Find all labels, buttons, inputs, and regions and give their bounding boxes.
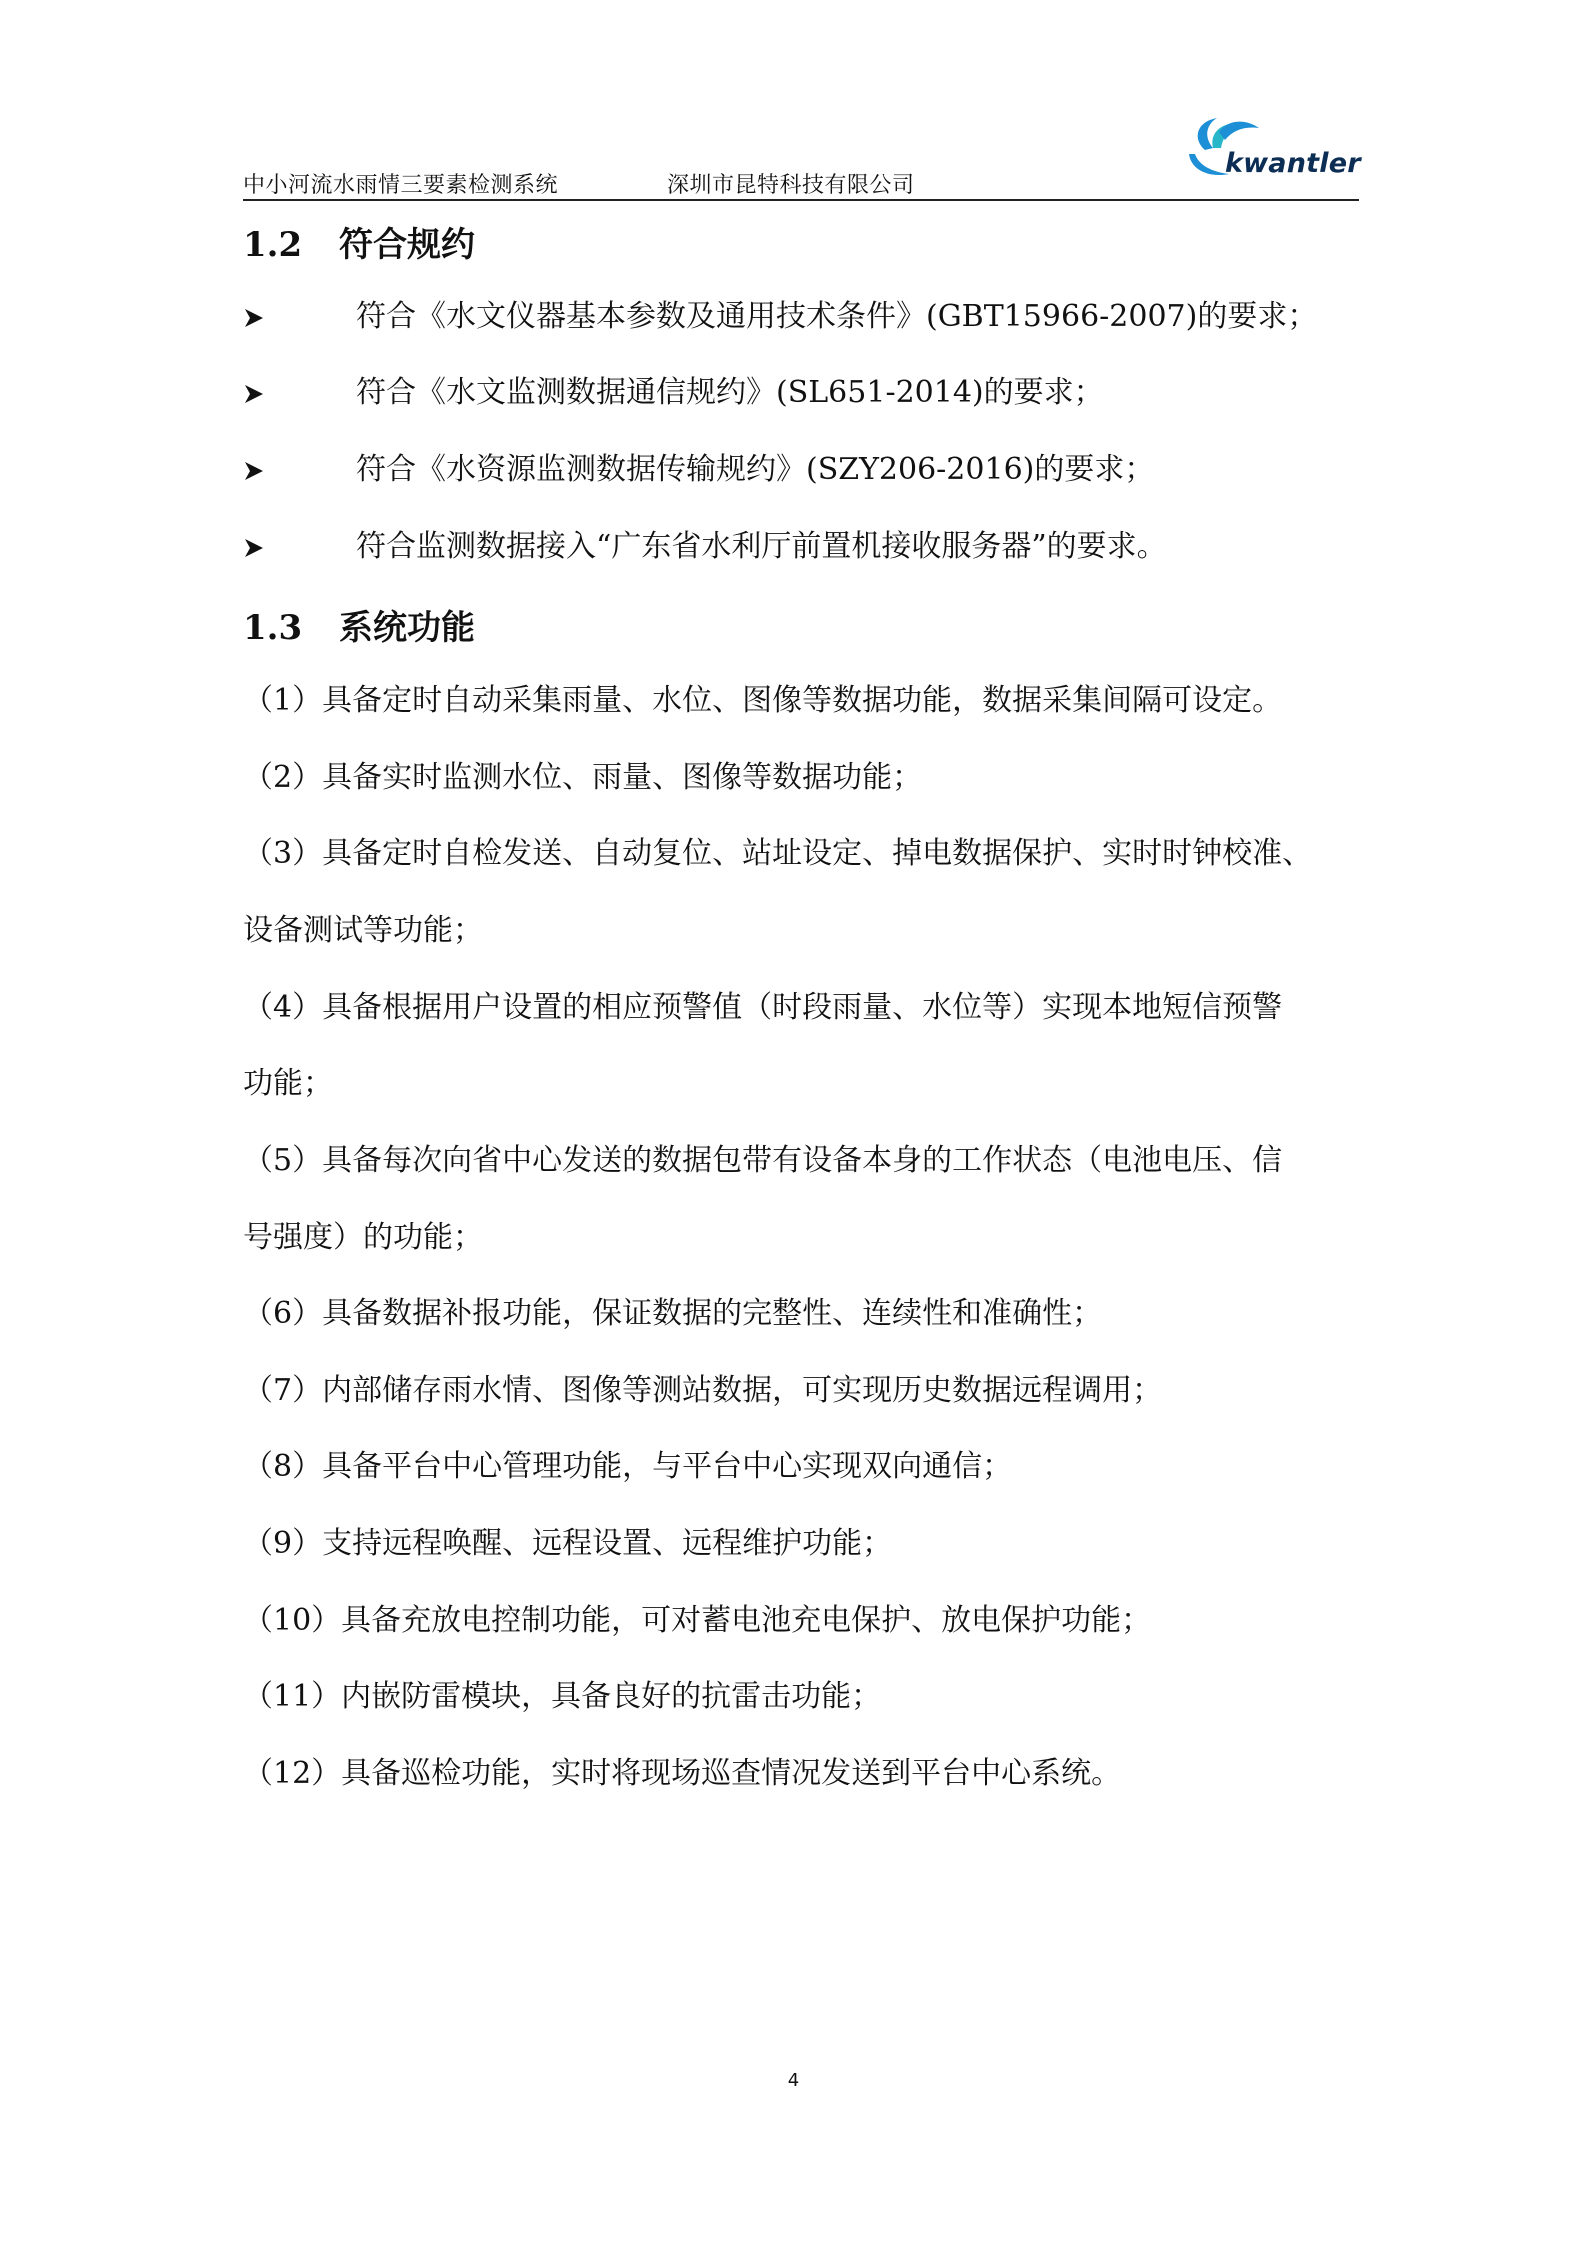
arrowhead-bullet-icon [243,297,267,340]
section-number: 1.2 [243,225,303,265]
arrowhead-bullet-icon [243,450,267,493]
paragraph-line: （8）具备平台中心管理功能，与平台中心实现双向通信； [243,1449,1013,1484]
list-item-text: 符合《水文仪器基本参数及通用技术条件》(GBT15966-2007)的要求； [356,299,1318,334]
paragraph-line: （3）具备定时自检发送、自动复位、站址设定、掉电数据保护、实时时钟校准、 [243,836,1313,871]
arrowhead-bullet-icon [243,373,267,416]
paragraph-line: （11）内嵌防雷模块，具备良好的抗雷击功能； [243,1679,882,1714]
arrowhead-bullet-icon [243,527,267,570]
logo-text: kwantler [1225,148,1361,179]
section-heading-1-3 [243,600,475,649]
header-system-name: 中小河流水雨情三要素检测系统 [243,173,559,198]
paragraph-line: （12）具备巡检功能，实时将现场巡查情况发送到平台中心系统。 [243,1756,1122,1791]
paragraph-line: （4）具备根据用户设置的相应预警值（时段雨量、水位等）实现本地短信预警 [243,990,1283,1025]
list-item-text: 符合监测数据接入“广东省水利厅前置机接收服务器”的要求。 [356,529,1167,564]
paragraph-line: （6）具备数据补报功能，保证数据的完整性、连续性和准确性； [243,1296,1103,1331]
paragraph-line: 号强度）的功能； [243,1220,483,1255]
paragraph-line: （10）具备充放电控制功能，可对蓄电池充电保护、放电保护功能； [243,1603,1152,1638]
section-title: 系统功能 [339,608,475,648]
paragraph-line: （5）具备每次向省中心发送的数据包带有设备本身的工作状态（电池电压、信 [243,1143,1283,1178]
paragraph-line: 功能； [243,1066,333,1101]
paragraph-line: 设备测试等功能； [243,913,483,948]
company-logo [1183,110,1361,188]
paragraph-line: （7）内部储存雨水情、图像等测站数据，可实现历史数据远程调用； [243,1373,1163,1408]
header-company: 深圳市昆特科技有限公司 [667,173,915,198]
page-number: 4 [787,2070,800,2091]
paragraph-line: （1）具备定时自动采集雨量、水位、图像等数据功能，数据采集间隔可设定。 [243,683,1283,718]
list-item-text: 符合《水文监测数据通信规约》(SL651-2014)的要求； [356,375,1104,410]
list-item-text: 符合《水资源监测数据传输规约》(SZY206-2016)的要求； [356,452,1155,487]
section-heading-1-2 [243,217,475,266]
page-header [243,110,1359,202]
header-divider [243,199,1359,201]
section-number: 1.3 [243,608,303,648]
paragraph-line: （2）具备实时监测水位、雨量、图像等数据功能； [243,760,923,795]
paragraph-line: （9）支持远程唤醒、远程设置、远程维护功能； [243,1526,893,1561]
section-title: 符合规约 [339,225,475,265]
